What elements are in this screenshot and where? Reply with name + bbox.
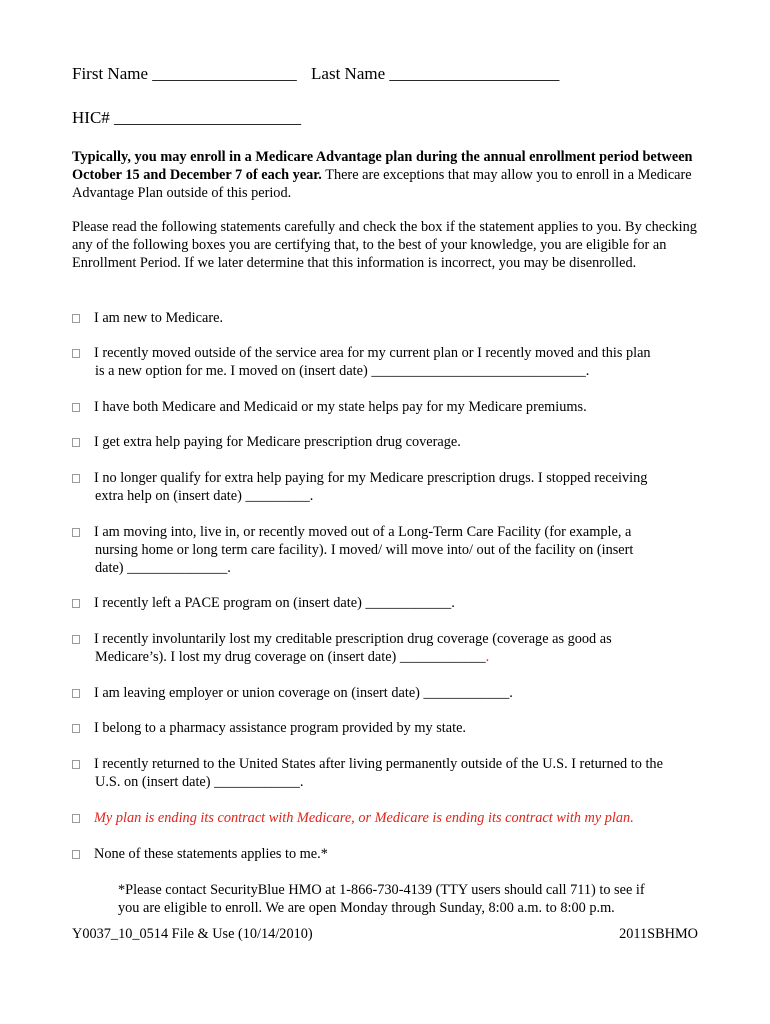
statement-employer-coverage: I am leaving employer or union coverage on (insert date) ____________. bbox=[72, 684, 702, 702]
footer-plan-code: 2011SBHMO bbox=[619, 926, 698, 942]
intro-bold: Typically, you may enroll in a Medicare Advantage plan during the annual enrollment period between October 15 and December 7 of each year. bbox=[72, 149, 693, 183]
checkbox[interactable] bbox=[72, 403, 80, 412]
statement-none-apply: None of these statements applies to me.* bbox=[72, 845, 702, 863]
intro-paragraph bbox=[72, 148, 702, 202]
hic-row bbox=[72, 108, 301, 128]
statement-plan-ending-contract: My plan is ending its contract with Medicare, or Medicare is ending its contract with my plan. bbox=[72, 809, 702, 827]
checkbox[interactable] bbox=[72, 760, 80, 769]
intro-rest: There are exceptions that may allow you to enroll in a Medicare Advantage Plan outside of this period. bbox=[72, 167, 692, 201]
checkbox[interactable] bbox=[72, 438, 80, 447]
statement-returned-to-us: I recently returned to the United States after living permanently outside of the U.S. I returned to the U.S. on (insert date) ____________. bbox=[72, 755, 702, 791]
statement-pharmacy-assistance: I belong to a pharmacy assistance program provided by my state. bbox=[72, 719, 702, 737]
statement-lost-drug-coverage: I recently involuntarily lost my creditable prescription drug coverage (coverage as good as Medicare’s). I lost my drug coverage on (insert date) ____________. bbox=[72, 630, 702, 666]
statement-moved: I recently moved outside of the service area for my current plan or I recently moved and this plan is a new option for me. I moved on (insert date) ______________________________. bbox=[72, 344, 702, 380]
hic-label: HIC# bbox=[72, 108, 110, 127]
last-name-label: Last Name bbox=[311, 64, 386, 83]
checkbox[interactable] bbox=[72, 814, 80, 823]
checkbox[interactable] bbox=[72, 528, 80, 537]
checkbox[interactable] bbox=[72, 349, 80, 358]
statement-extra-help: I get extra help paying for Medicare prescription drug coverage. bbox=[72, 433, 702, 451]
name-row bbox=[72, 64, 559, 84]
statement-pace: I recently left a PACE program on (insert date) ____________. bbox=[72, 594, 702, 612]
contact-note: *Please contact SecurityBlue HMO at 1-866-730-4139 (TTY users should call 711) to see if you are eligible to enroll. We are open Monday through Sunday, 8:00 a.m. to 8:00 p.m. bbox=[118, 882, 645, 916]
statement-no-longer-extra-help: I no longer qualify for extra help paying for my Medicare prescription drugs. I stopped receiving extra help on (insert date) _________. bbox=[72, 469, 702, 505]
checkbox[interactable] bbox=[72, 689, 80, 698]
checkbox[interactable] bbox=[72, 635, 80, 644]
checkbox[interactable] bbox=[72, 314, 80, 323]
checkbox[interactable] bbox=[72, 850, 80, 859]
first-name-label: First Name bbox=[72, 64, 149, 83]
statement-medicare-medicaid: I have both Medicare and Medicaid or my state helps pay for my Medicare premiums. bbox=[72, 398, 702, 416]
hic-field[interactable]: ______________________ bbox=[114, 108, 302, 127]
statement-long-term-care: I am moving into, live in, or recently moved out of a Long-Term Care Facility (for example, a nursing home or long term care facility). I moved/ will move into/ out of the facility on (insert date) ______________. bbox=[72, 523, 702, 577]
checkbox[interactable] bbox=[72, 474, 80, 483]
first-name-field[interactable]: _________________ bbox=[152, 64, 297, 83]
statement-new-to-medicare: I am new to Medicare. bbox=[72, 309, 702, 327]
footer-form-id: Y0037_10_0514 File & Use (10/14/2010) bbox=[72, 926, 313, 942]
last-name-field[interactable]: ____________________ bbox=[389, 64, 560, 83]
instructions-paragraph: Please read the following statements carefully and check the box if the statement applies to you. By checking any of the following boxes you are certifying that, to the best of your knowledge, you are eligible for an Enrollment Period. If we later determine that this information is incorrect, you may be disenrolled. bbox=[72, 219, 697, 271]
checkbox[interactable] bbox=[72, 724, 80, 733]
checkbox[interactable] bbox=[72, 599, 80, 608]
